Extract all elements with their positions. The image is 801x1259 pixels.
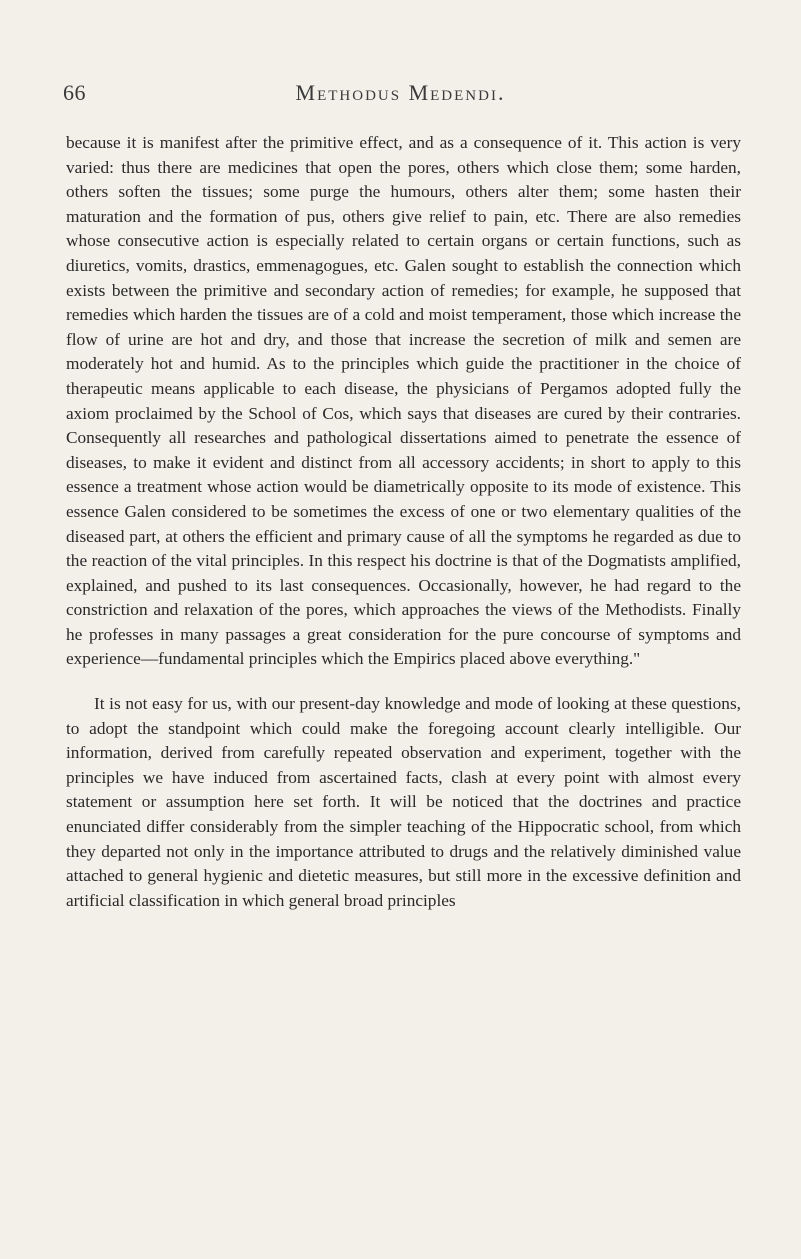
paragraph-continued: because it is manifest after the primitive effect, and as a consequence of it. This action is very varied: thus there are medicines that open the pores, others which close them; some harden, others soften the tissues; some purge the humours, others alter them; some hasten their maturation and the formation of pus, others give relief to pain, etc. There are also remedies whose consecutive action is especially related to certain organs or certain functions, such as diuretics, vomits, drastics, emmenagogues, etc. Galen sought to establish the connection which exists between the primitive and secondary action of remedies; for example, he supposed that remedies which harden the tissues are of a cold and moist temperament, those which increase the flow of urine are hot and dry, and those that increase the secretion of milk and semen are moderately hot and humid. As to the principles which guide the practitioner in the choice of therapeutic means applicable to each disease, the physicians of Pergamos adopted fully the axiom proclaimed by the School of Cos, which says that diseases are cured by their contraries. Consequently all researches and pathological dissertations aimed to penetrate the essence of diseases, to make it evident and distinct from all accessory accidents; in short to apply to this essence a treatment whose action would be diametrically opposite to its mode of existence. This essence Galen considered to be sometimes the excess of one or two elementary qualities of the diseased part, at others the efficient and primary cause of all the symptoms he regarded as due to the reaction of the vital principles. In this respect his doctrine is that of the Dogmatists amplified, explained, and pushed to its last consequences. Occasionally, however, he had regard to the constriction and relaxation of the pores, which approaches the views of the Methodists. Finally he professes in many passages a great consideration for the pure concourse of symptoms and experience—fundamental principles which the Empirics placed above everything." [66,133,741,669]
paragraph: It is not easy for us, with our present-day knowledge and mode of looking at these questions, to adopt the standpoint which could make the foregoing account clearly intelligible. Our information, derived from carefully repeated observation and experiment, together with the principles we have induced from ascertained facts, clash at every point with almost every statement or assumption here set forth. It will be noticed that the doctrines and practice enunciated differ considerably from the simpler teaching of the Hippocratic school, from which they departed not only in the importance attributed to drugs and the relatively diminished value attached to general hygienic and dietetic measures, but still more in the excessive definition and artificial classification in which general broad principles [66,694,741,910]
running-title: Methodus Medendi. [295,80,506,105]
page-body [66,131,741,913]
page-number: 66 [63,80,86,105]
